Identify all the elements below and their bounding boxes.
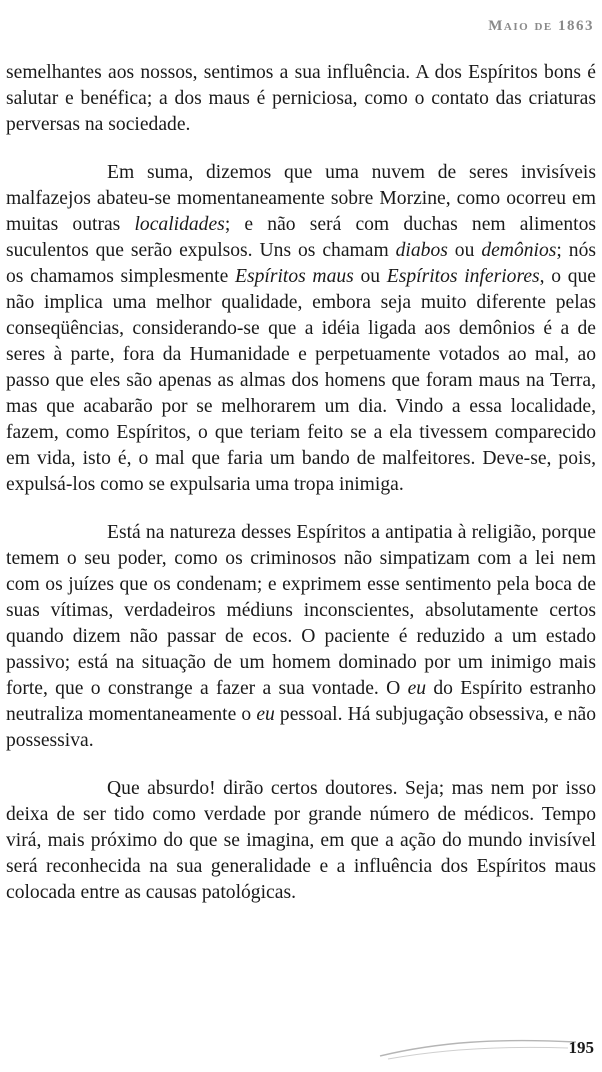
text-run: ou — [353, 266, 387, 287]
text-run: pessoal. Há subjugação obsessiva, e não possessiva. — [6, 704, 596, 751]
text-run: Em suma, dizemos que uma nuvem de seres invisíveis malfazejos abateu-se momentaneamente sobre Morzine, como ocorreu em muitas outras — [6, 162, 596, 235]
italic-term: eu — [407, 678, 427, 699]
running-header: Maio de 1863 — [488, 18, 594, 34]
italic-term: eu — [256, 704, 275, 725]
page-number: 195 — [568, 1038, 594, 1057]
text-run: , o que não implica uma melhor qualidade, embora seja muito diferente pelas conseqüências, considerando-se que a idéia ligada aos demônios é a de seres à parte, fora da Humanidade e perpetuamente votados ao mal, ao passo que eles são apenas as almas dos homens que foram maus na Terra, mas que acabarão por se melhorarem um dia. Vindo a essa localidade, fazem, como Espíritos, o que teriam feito se a ela tivessem comparecido em vida, isto é, o mal que faria um bando de malfeitores. Deve-se, pois, expulsá-los como se expulsaria uma tropa inimiga. — [6, 266, 597, 495]
body-text — [6, 60, 596, 928]
text-run: semelhantes aos nossos, sentimos a sua influência. A dos Espíritos bons é salutar e benéfica; a dos maus é perniciosa, como o contato das criaturas perversas na sociedade. — [6, 62, 596, 135]
decorative-swoosh-icon — [378, 1032, 578, 1062]
paragraph-1 — [6, 60, 596, 138]
text-run: do Espírito estranho neutraliza momentaneamente o — [6, 678, 596, 725]
paragraph-3 — [6, 520, 596, 754]
italic-term: localidades — [134, 214, 225, 235]
paragraph-4 — [6, 776, 596, 906]
text-run: ou — [447, 240, 482, 261]
paragraph-2 — [6, 160, 596, 498]
italic-term: demônios — [481, 240, 557, 261]
text-run: ; nós os chamamos simplesmente — [6, 240, 597, 287]
text-run: Está na natureza desses Espíritos a antipatia à religião, porque temem o seu poder, como os criminosos não simpatizam com a lei nem com os juízes que os condenam; e exprimem esse sentimento pela boca de suas vítimas, verdadeiros médiuns inconscientes, absolutamente certos quando dizem não passar de ecos. O paciente é reduzido a um estado passivo; está na situação de um homem dominado por um inimigo mais forte, que o constrange a fazer a sua vontade. O — [6, 522, 596, 699]
italic-term: Espíritos inferiores — [386, 266, 540, 287]
text-run: ; e não será com duchas nem alimentos suculentos que serão expulsos. Uns os chamam — [6, 214, 596, 261]
italic-term: Espíritos maus — [234, 266, 354, 287]
text-run: Que absurdo! dirão certos doutores. Seja; mas nem por isso deixa de ser tido como verdade por grande número de médicos. Tempo virá, mais próximo do que se imagina, em que a ação do mundo invisível será reconhecida na sua generalidade e a influência dos Espíritos maus colocada entre as causas patológicas. — [6, 778, 596, 903]
italic-term: diabos — [395, 240, 448, 261]
